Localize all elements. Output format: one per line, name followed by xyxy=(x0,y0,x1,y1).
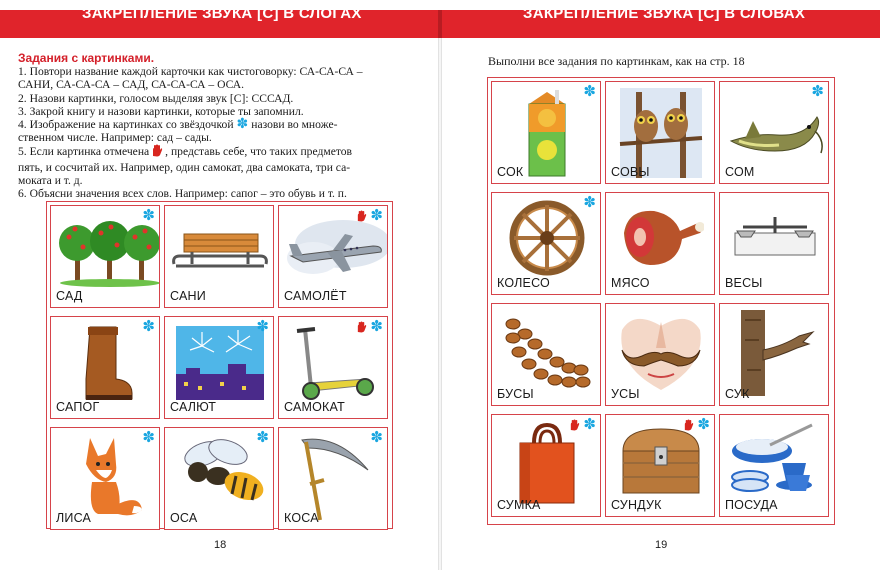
wasp-icon xyxy=(170,438,270,513)
task-line: 2. Назови картинки, голосом выделяя звук [С]: СССАД. xyxy=(18,91,294,105)
card-label: САПОГ xyxy=(56,400,100,414)
catfish-icon xyxy=(725,97,825,162)
tasks-heading: Задания с картинками. xyxy=(18,51,155,65)
card-label: УСЫ xyxy=(611,387,640,401)
beads-icon xyxy=(501,310,593,395)
card-label: КОЛЕСО xyxy=(497,276,550,290)
picture-card xyxy=(719,192,829,295)
star-icon: ✽ xyxy=(236,117,249,133)
picture-card xyxy=(278,316,388,419)
star-icon: ✽ xyxy=(370,207,383,224)
hand-icon xyxy=(683,418,694,436)
card-label: ВЕСЫ xyxy=(725,276,763,290)
tasks-block xyxy=(18,52,398,200)
picture-card xyxy=(164,205,274,308)
star-icon: ✽ xyxy=(583,194,596,211)
page-number-left: 18 xyxy=(214,539,227,551)
task-text: 5. Если картинка отмечена xyxy=(18,145,150,159)
picture-card xyxy=(491,414,601,517)
star-icon: ✽ xyxy=(583,416,596,433)
task-line xyxy=(18,118,398,131)
card-label: ЛИСА xyxy=(56,511,92,525)
hand-icon xyxy=(356,320,367,338)
task-line: 6. Объясни значения всех слов. Например: сапог – это обувь и т. п. xyxy=(18,187,347,201)
star-icon: ✽ xyxy=(697,416,710,433)
left-page-header: ЗАКРЕПЛЕНИЕ ЗВУКА [С] В СЛОГАХ xyxy=(82,5,362,22)
mustache-icon xyxy=(614,310,708,399)
picture-card xyxy=(491,81,601,184)
left-card-grid xyxy=(46,201,393,529)
star-icon: ✽ xyxy=(256,318,269,335)
card-label: ПОСУДА xyxy=(725,498,778,512)
task-text: 4. Изображение на картинках со звёздочкой xyxy=(18,118,234,132)
picture-card xyxy=(605,192,715,295)
card-label: МЯСО xyxy=(611,276,650,290)
card-label: САНИ xyxy=(170,289,206,303)
card-label: БУСЫ xyxy=(497,387,534,401)
juice-box-icon xyxy=(519,88,575,183)
ham-icon xyxy=(618,203,704,278)
task-line: САНИ, СА-СА-СА – САД, СА-СА-СА – ОСА. xyxy=(18,78,245,92)
fox-icon xyxy=(66,434,146,521)
picture-card xyxy=(50,316,160,419)
star-icon: ✽ xyxy=(256,429,269,446)
star-icon: ✽ xyxy=(142,318,155,335)
picture-card xyxy=(50,427,160,530)
right-page-header: ЗАКРЕПЛЕНИЕ ЗВУКА [С] В СЛОВАХ xyxy=(523,5,806,22)
picture-card xyxy=(278,205,388,308)
book-gutter xyxy=(438,10,442,570)
card-label: САМОКАТ xyxy=(284,400,345,414)
star-icon: ✽ xyxy=(370,318,383,335)
picture-card xyxy=(605,414,715,517)
fireworks-icon xyxy=(172,324,268,405)
dishes-icon xyxy=(730,423,820,502)
picture-card xyxy=(719,303,829,406)
scales-icon xyxy=(729,213,821,268)
boot-icon xyxy=(76,323,136,408)
star-icon: ✽ xyxy=(370,429,383,446)
picture-card xyxy=(605,81,715,184)
hand-icon xyxy=(356,209,367,227)
card-label: КОСА xyxy=(284,511,319,525)
card-label: СУК xyxy=(725,387,750,401)
picture-card xyxy=(278,427,388,530)
card-label: СУМКА xyxy=(497,498,541,512)
card-label: САМОЛЁТ xyxy=(284,289,347,303)
wheel-icon xyxy=(508,199,586,282)
card-label: СОК xyxy=(497,165,524,179)
task-text: назови во множе- xyxy=(251,118,338,132)
sled-icon xyxy=(170,226,270,281)
picture-card xyxy=(164,427,274,530)
task-text: , представь себе, что таких предметов xyxy=(165,145,353,159)
picture-card xyxy=(491,192,601,295)
card-label: СУНДУК xyxy=(611,498,662,512)
task-line: 3. Закрой книгу и назови картинки, которые ты запомнил. xyxy=(18,104,304,118)
right-page-intro: Выполни все задания по картинкам, как на стр. 18 xyxy=(488,54,745,68)
task-line: пять, и сосчитай их. Например, один самокат, два самоката, три са- xyxy=(18,160,351,174)
card-label: САЛЮТ xyxy=(170,400,217,414)
card-label: СОМ xyxy=(725,165,755,179)
task-line: 1. Повтори название каждой карточки как чистоговорку: СА-СА-СА – xyxy=(18,65,363,79)
picture-card xyxy=(719,81,829,184)
right-card-grid xyxy=(487,77,835,525)
book-gutter-header xyxy=(438,10,442,38)
star-icon: ✽ xyxy=(142,429,155,446)
star-icon: ✽ xyxy=(142,207,155,224)
picture-card xyxy=(719,414,829,517)
star-icon: ✽ xyxy=(583,83,596,100)
picture-card xyxy=(605,303,715,406)
picture-card xyxy=(50,205,160,308)
task-line: моката и т. д. xyxy=(18,173,83,187)
airplane-icon xyxy=(283,216,388,291)
task-line: ственном числе. Например: сад – сады. xyxy=(18,131,212,145)
card-label: САД xyxy=(56,289,83,303)
apple-trees-icon xyxy=(55,215,160,292)
card-label: СОВЫ xyxy=(611,165,650,179)
picture-card xyxy=(491,303,601,406)
task-line xyxy=(18,144,398,160)
picture-card xyxy=(164,316,274,419)
card-label: ОСА xyxy=(170,511,198,525)
star-icon: ✽ xyxy=(811,83,824,100)
hand-icon xyxy=(569,418,580,436)
hand-icon xyxy=(151,144,163,160)
page-number-right: 19 xyxy=(655,539,668,551)
